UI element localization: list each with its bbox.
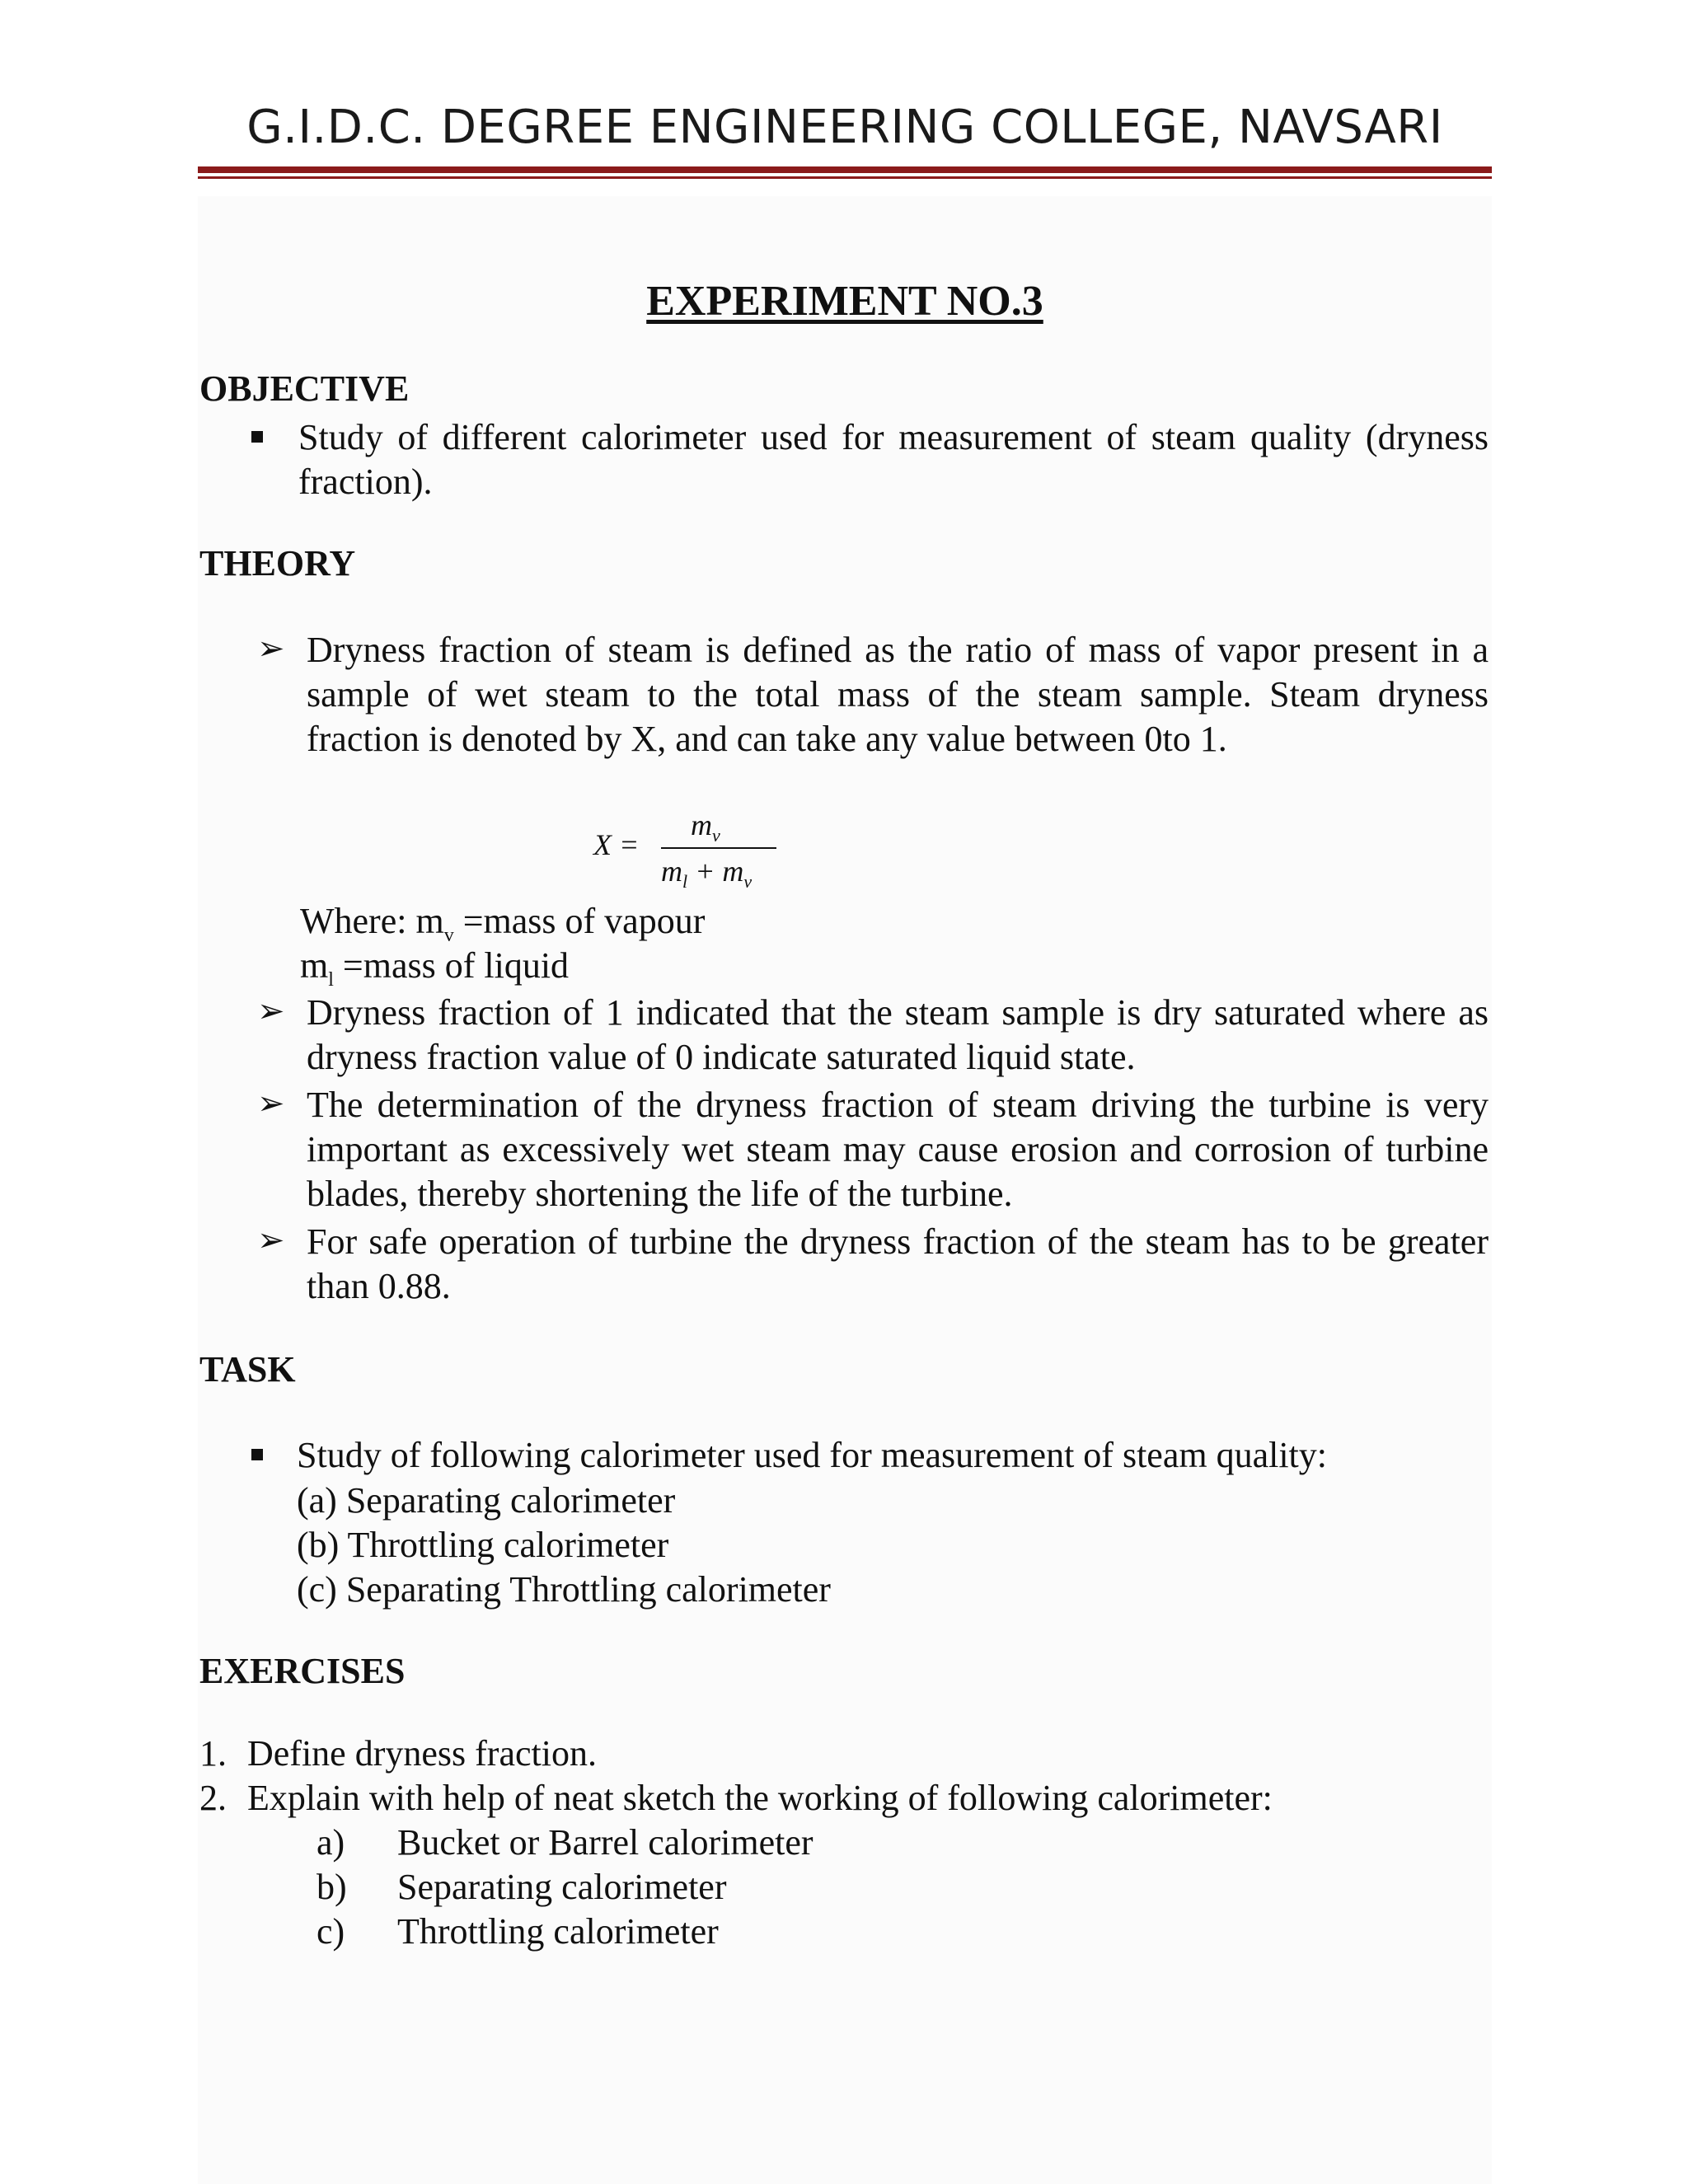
theory-bullet-turbine-erosion: The determination of the dryness fraction of steam driving the turbine is very important as excessively wet steam may cause erosion and corrosion of turbine blades, thereby shortening the life of the turbine. (307, 1085, 1489, 1214)
task-intro: Study of following calorimeter used for measurement of steam quality: (297, 1435, 1328, 1475)
fraction-bar (661, 847, 776, 849)
exercise-number: 1. (199, 1733, 227, 1774)
where-liquid-line: $m_l$ =mass of liquid (300, 945, 570, 991)
formula-numerator: $m_v$ (691, 808, 720, 846)
exercise-sub-item: Separating calorimeter (397, 1867, 727, 1907)
square-bullet-icon (251, 1449, 263, 1460)
theory-bullet-definition: Dryness fraction of steam is defined as the ratio of mass of vapor present in a sample of wet steam to the total mass of the steam sample. Steam dryness fraction is denoted by X, and can take any value between 0to 1. (307, 630, 1489, 759)
exercises-heading: EXERCISES (199, 1651, 406, 1691)
arrow-bullet-icon: ➢ (257, 1221, 285, 1259)
exercise-sub-label: a) (316, 1822, 345, 1863)
theory-heading: THEORY (199, 543, 356, 583)
task-heading: TASK (199, 1349, 296, 1390)
exercise-sub-label: b) (316, 1867, 347, 1907)
arrow-bullet-icon: ➢ (257, 1085, 285, 1122)
objective-text: Study of different calorimeter used for measurement of steam quality (dryness fraction). (298, 417, 1489, 502)
exercise-sub-label: c) (316, 1911, 345, 1952)
theory-bullet-safe-operation: For safe operation of turbine the dryness fraction of the steam has to be greater than 0.88. (307, 1221, 1489, 1306)
task-item: (a) Separating calorimeter (297, 1480, 676, 1521)
experiment-title: EXPERIMENT NO.3 (646, 278, 1043, 325)
header-rule-thin (198, 176, 1492, 179)
objective-heading: OBJECTIVE (199, 368, 410, 409)
exercise-sub-item: Bucket or Barrel calorimeter (397, 1822, 814, 1863)
task-item: (c) Separating Throttling calorimeter (297, 1569, 831, 1610)
exercise-question: Define dryness fraction. (247, 1733, 597, 1774)
task-list (297, 1479, 831, 1612)
exercise-number: 2. (199, 1778, 227, 1818)
arrow-bullet-icon: ➢ (257, 992, 285, 1030)
dryness-fraction-formula (593, 808, 775, 898)
arrow-bullet-icon: ➢ (257, 630, 285, 668)
formula-lhs: X = (593, 828, 640, 861)
theory-bullet-dry-saturated: Dryness fraction of 1 indicated that the steam sample is dry saturated where as dryness fraction value of 0 indicate saturated liquid state. (307, 992, 1489, 1077)
exercise-sub-item: Throttling calorimeter (397, 1911, 719, 1952)
square-bullet-icon (251, 431, 263, 443)
header-rule-thick (198, 166, 1492, 173)
formula-denominator: $m_l + m_v$ (661, 855, 753, 893)
exercise-question: Explain with help of neat sketch the working of following calorimeter: (247, 1778, 1273, 1818)
college-header: G.I.D.C. DEGREE ENGINEERING COLLEGE, NAVSARI (246, 101, 1443, 154)
where-vapour-line: Where: $m_v$ =mass of vapour (300, 901, 706, 946)
task-item: (b) Throttling calorimeter (297, 1525, 669, 1565)
